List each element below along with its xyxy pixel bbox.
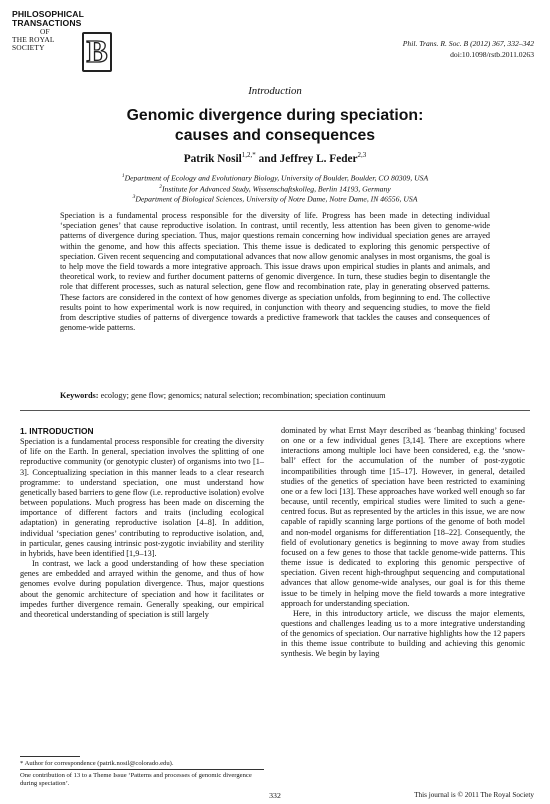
author-conjunction: and	[258, 152, 277, 165]
title-line-1: Genomic divergence during speciation:	[126, 107, 424, 124]
article-title	[40, 106, 510, 146]
logo-line-5: SOCIETY	[12, 43, 45, 52]
body-column-left	[20, 426, 264, 620]
keywords	[60, 391, 490, 400]
author-affiliation-marker: 1,2,*	[241, 151, 256, 159]
author-name: Patrik Nosil	[183, 152, 242, 165]
copyright-notice: This journal is © 2011 The Royal Society	[414, 791, 534, 799]
journal-citation: Phil. Trans. R. Soc. B (2012) 367, 332–342	[402, 39, 534, 48]
journal-reference	[403, 38, 534, 60]
body-paragraph: Speciation is a fundamental process responsible for creating the diversity of life on the Earth. In general, speciation involves the splitting of one reproductive community (or genotypic cluster) of organisms into two [1–3]. Conceptualizing speciation in this manner leads to a clear research programme: to understand speciation, one must understand how genetically based barriers to gene flow (i.e. reproductive isolation) evolve between populations. Much progress has been made on discerning the importance of different factors and traits (including ecological adaptation) in generating reproductive isolation [4–8]. In addition, individual ‘speciation genes’ contributing to reproductive isolation, and, in particular, genes causing intrinsic post-zygotic inviability and sterility in hybrids, have been identified [1,9–13].	[20, 437, 264, 558]
doi: doi:10.1098/rstb.2011.0263	[450, 50, 534, 59]
article-type-label: Introduction	[248, 85, 302, 97]
affiliation-number: 1	[121, 173, 125, 179]
author-affiliation-marker: 2,3	[357, 151, 367, 159]
page-number: 332	[269, 791, 281, 800]
author-name: Jeffrey L. Feder	[279, 152, 358, 165]
abstract: Speciation is a fundamental process responsible for the diversity of life. Progress has been made in detecting individual ‘speciation genes’ that cause reproductive isolation. In contrast, until recently, less attention has been given to genome-wide patterns of divergence during speciation. Thus, major questions remain concerning how individual speciation genes are arrayed within the genome, and how this affects speciation. This theme issue is dedicated to exploring this genomic perspective of speciation. Given recent sequencing and computational advances that now allow genomic analyses in most organisms, the goal is to help move the field towards a more integrative approach. This issue draws upon empirical studies in plants and animals, and theoretical work, to review and further document patterns of genomic divergence. In turn, these studies begin to disentangle the role that different processes, such as natural selection, gene flow and recombination rate, play in generating observed patterns. These factors are considered in the context of how genomes diverge as speciation unfolds, from beginning to end. The collective results point to how experimental work is now required, in conjunction with theory and sequencing studies, to move the field from descriptive studies of patterns of divergence towards a predictive framework that tackles the causes and consequences of genome-wide patterns.	[60, 211, 490, 333]
title-line-2: causes and consequences	[174, 127, 376, 144]
logo-letter-b: B	[82, 32, 112, 72]
affiliation-text: Institute for Advanced Study, Wissenschaftskolleg, Berlin 14193, Germany	[162, 184, 391, 194]
logo-line-2: TRANSACTIONS	[12, 18, 82, 28]
affiliation	[0, 192, 550, 205]
affiliation-number: 2	[159, 183, 162, 190]
body-paragraph: In contrast, we lack a good understanding of how these speciation genes are embedded and arrayed within the genome, and thus of how genomes evolve during population divergence. Thus, major questions about the genomic architecture of speciation and how it facilitates or impedes further divergence remain. Generally speaking, our empirical and theoretical understanding of speciation is still largely	[20, 559, 264, 619]
author-list	[0, 151, 550, 165]
body-paragraph: dominated by what Ernst Mayr described as ‘beanbag thinking’ focused on one or a few individual genes [3,14]. There are exceptions where interactions among multiple loci have been considered, e.g. the ‘snow-ball’ effect for the accumulation of the number of post-zygotic incompatibilities through time [15–17]. However, in general, detailed studies of the genetics of speciation have been restricted to examining one or a few loci [13]. These approaches have worked well enough so far because, until recently, empirical studies were limited to such a gene-centred focus. But as represented by the articles in this issue, we are now capable of rapidly scanning large portions of the genome of both model and non-model organisms for differentiation [18–22]. Consequently, the field of evolutionary genetics is beginning to move away from studies focused on a few genes to those that tackle genome-wide patterns. This theme issue is dedicated to exploring this genomic perspective of speciation. Given recent high-throughput sequencing and computational advances that allow genome-wide analyses, our goal is for this theme issue to be timely in helping move the field towards a more integrative approach for understanding speciation.	[281, 426, 525, 608]
keywords-label: Keywords:	[60, 391, 99, 400]
footnote-divider	[20, 769, 264, 770]
logo-line-4: THE ROYAL	[12, 35, 55, 44]
section-heading: 1. INTRODUCTION	[20, 426, 94, 436]
journal-logo	[12, 10, 110, 68]
body-paragraph: Here, in this introductory article, we discuss the major elements, questions and challenges leading us to a more integrative understanding of the genomics of speciation. Our narrative highlights how the 12 papers in this theme issue contribute to building and achieving this genomic synthesis. We begin by laying	[281, 608, 525, 659]
correspondence-footnote: * Author for correspondence (patrik.nosil@colorado.edu).	[20, 760, 174, 767]
footnote-divider	[20, 756, 80, 757]
logo-line-3: OF	[40, 27, 50, 36]
logo-line-1: PHILOSOPHICAL	[12, 9, 84, 19]
theme-issue-footnote: One contribution of 13 to a Theme Issue ‘Patterns and processes of genomic divergence during speciation’.	[20, 772, 252, 788]
section-divider	[20, 410, 530, 411]
affiliation-number: 3	[132, 194, 136, 200]
affiliation-text: Department of Biological Sciences, University of Notre Dame, Notre Dame, IN 46556, USA	[135, 194, 418, 204]
keywords-list: ecology; gene flow; genomics; natural selection; recombination; speciation continuum	[100, 391, 386, 400]
body-column-right	[281, 426, 525, 660]
affiliation-text: Department of Ecology and Evolutionary Biology, University of Boulder, Boulder, CO 80309, USA	[124, 173, 429, 183]
